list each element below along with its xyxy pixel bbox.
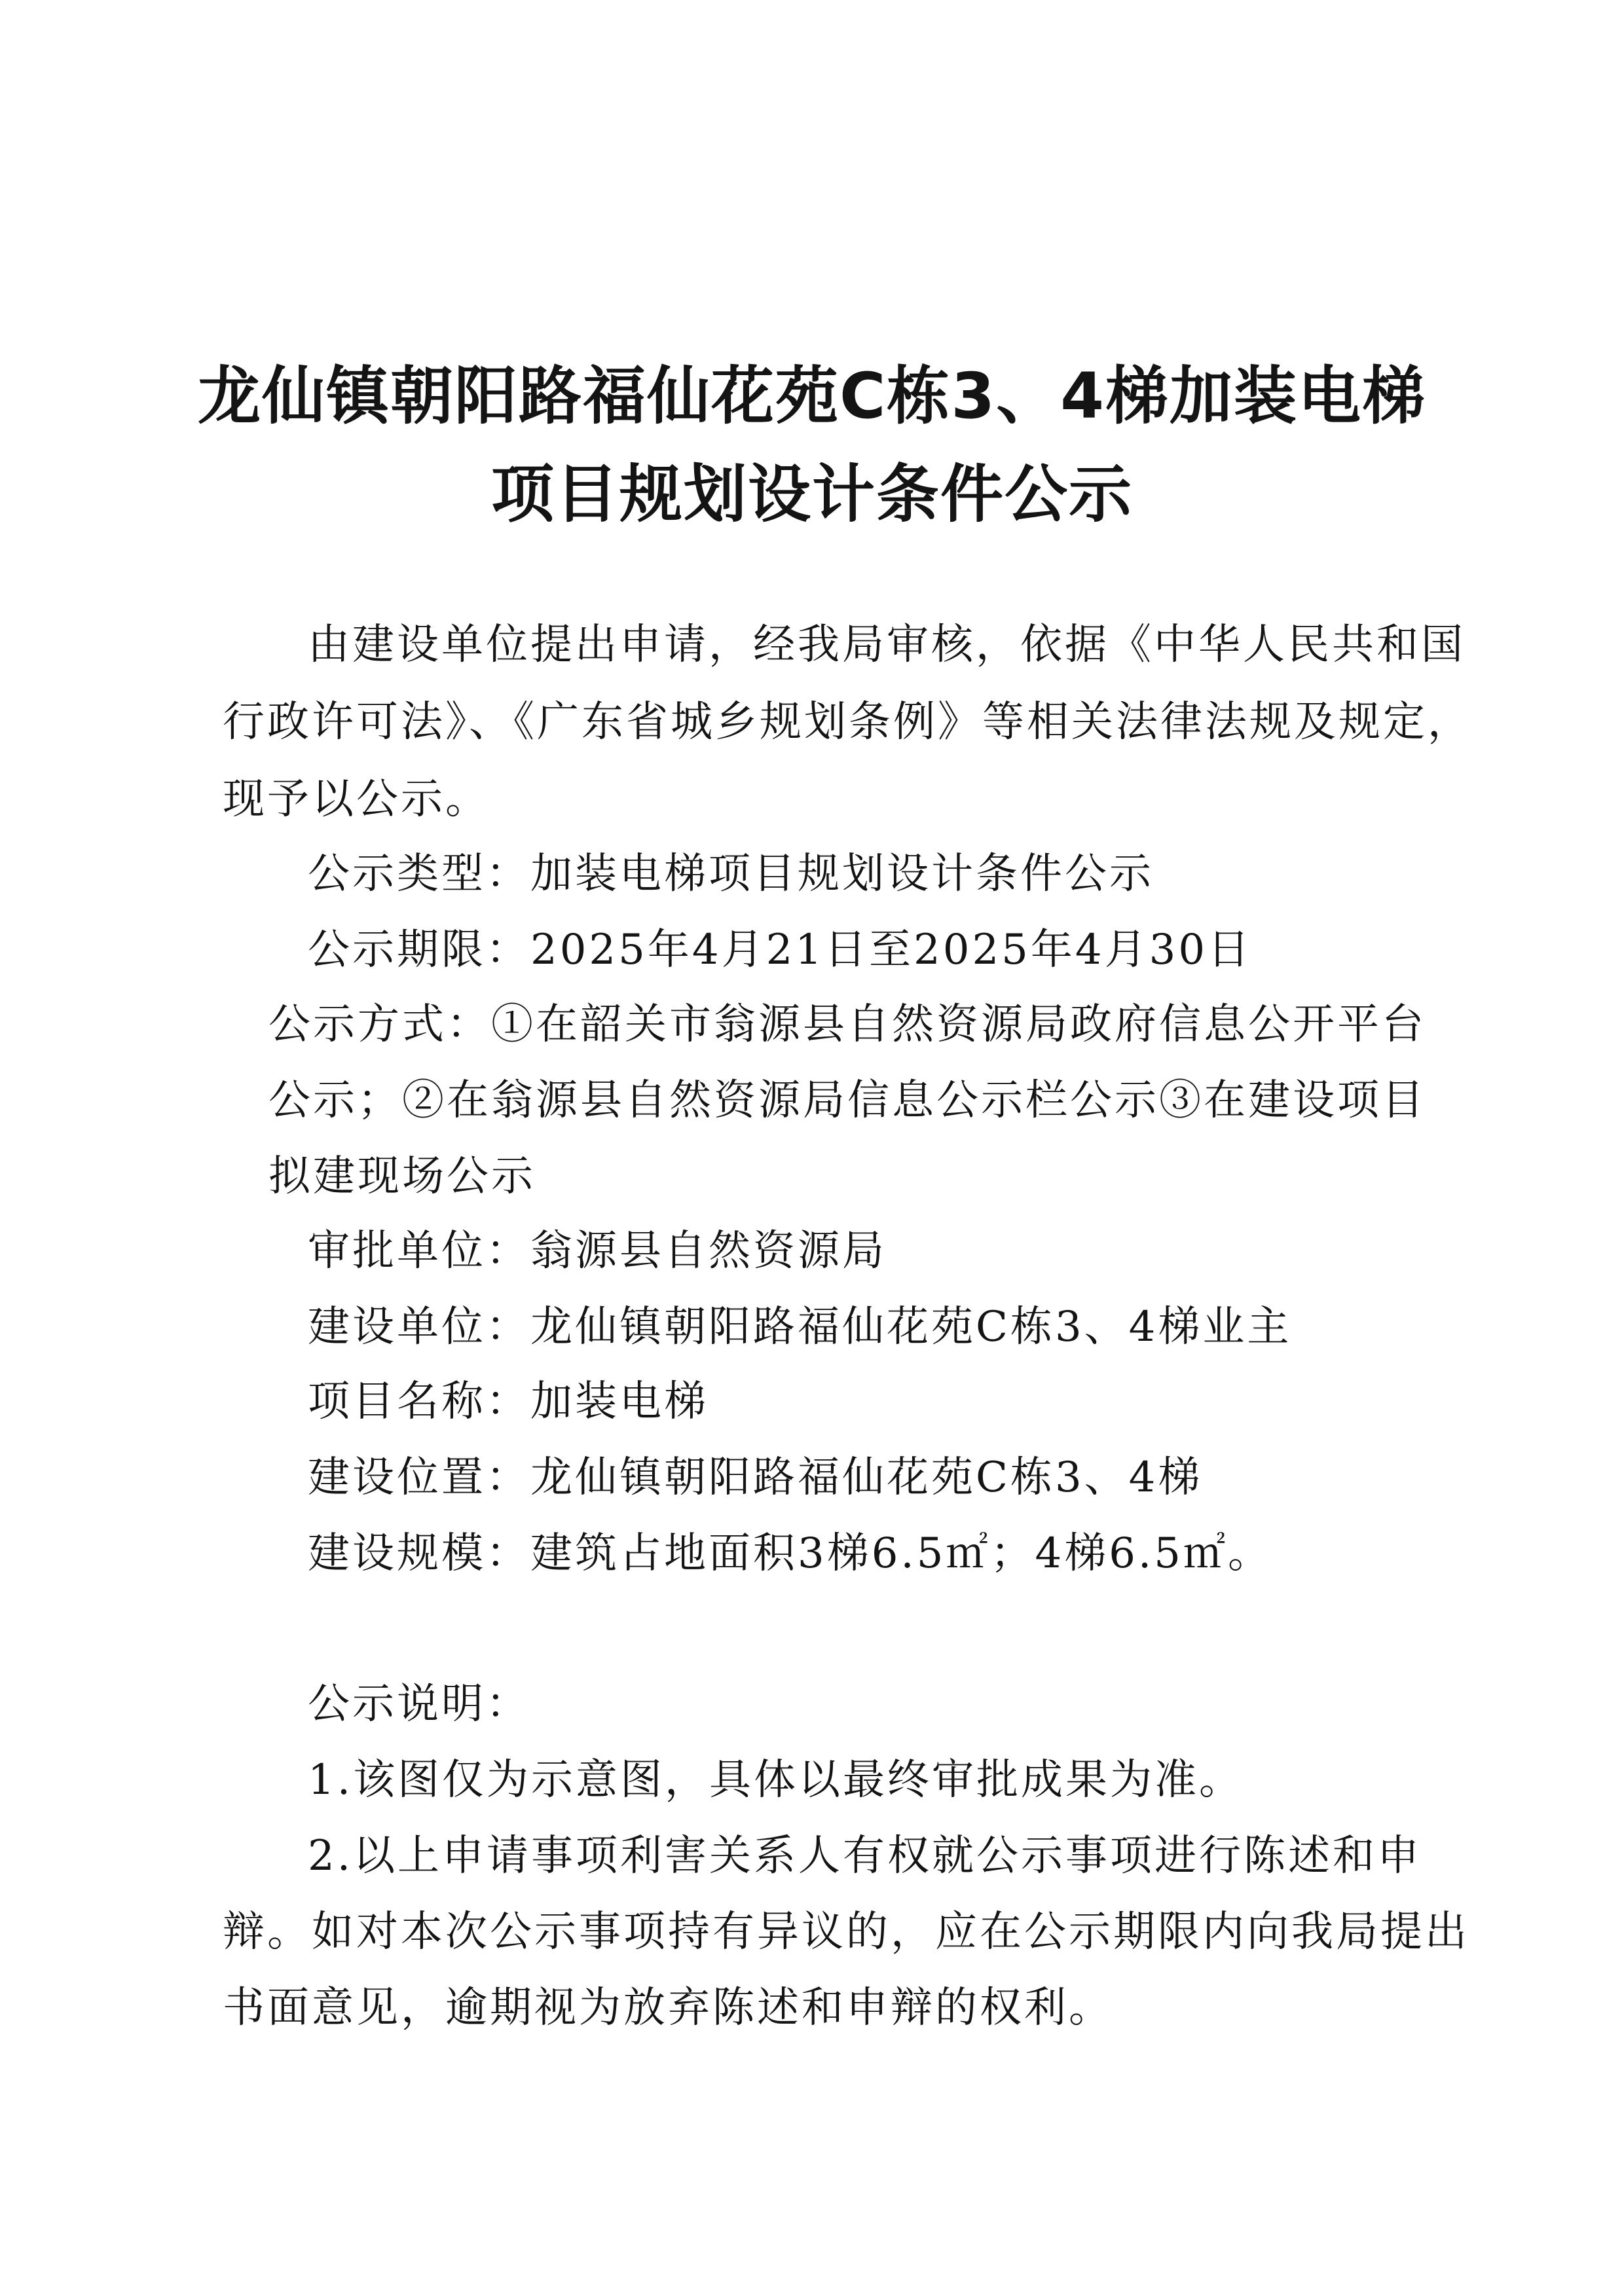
intro-line-1: 由建设单位提出申请，经我局审核，依据《中华人民共和国 bbox=[308, 621, 1466, 669]
note-2-line-1: 2.以上申请事项利害关系人有权就公示事项进行陈述和申 bbox=[308, 1832, 1422, 1880]
approval-unit: 审批单位：翁源县自然资源局 bbox=[308, 1227, 887, 1275]
construction-unit: 建设单位：龙仙镇朝阳路福仙花苑C栋3、4梯业主 bbox=[308, 1303, 1292, 1351]
notice-period: 公示期限：2025年4月21日至2025年4月30日 bbox=[308, 926, 1253, 974]
notice-method-line-2: 公示；②在翁源县自然资源局信息公示栏公示③在建设项目 bbox=[268, 1076, 1426, 1125]
project-name: 项目名称：加装电梯 bbox=[308, 1377, 709, 1426]
title-line-2: 项目规划设计条件公示 bbox=[491, 458, 1133, 531]
notes-heading: 公示说明： bbox=[308, 1680, 530, 1728]
notice-method-line-1: 公示方式：①在韶关市翁源县自然资源局政府信息公开平台 bbox=[268, 1000, 1426, 1049]
notice-method-line-3: 拟建现场公示 bbox=[268, 1152, 536, 1201]
construction-location: 建设位置：龙仙镇朝阳路福仙花苑C栋3、4梯 bbox=[308, 1453, 1203, 1502]
construction-scale: 建设规模：建筑占地面积3梯6.5㎡；4梯6.5㎡。 bbox=[308, 1529, 1272, 1578]
note-1: 1.该图仅为示意图，具体以最终审批成果为准。 bbox=[308, 1756, 1244, 1804]
intro-line-3: 现予以公示。 bbox=[223, 775, 490, 824]
note-2-line-3: 书面意见，逾期视为放弃陈述和申辩的权利。 bbox=[223, 1984, 1113, 2032]
note-2-line-2: 辩。如对本次公示事项持有异议的，应在公示期限内向我局提出 bbox=[223, 1908, 1469, 1956]
title-line-1: 龙仙镇朝阳路福仙花苑C栋3、4梯加装电梯 bbox=[197, 359, 1427, 433]
notice-type: 公示类型：加装电梯项目规划设计条件公示 bbox=[308, 850, 1154, 898]
intro-line-2: 行政许可法》、《广东省城乡规划条例》等相关法律法规及规定， bbox=[223, 698, 1472, 746]
